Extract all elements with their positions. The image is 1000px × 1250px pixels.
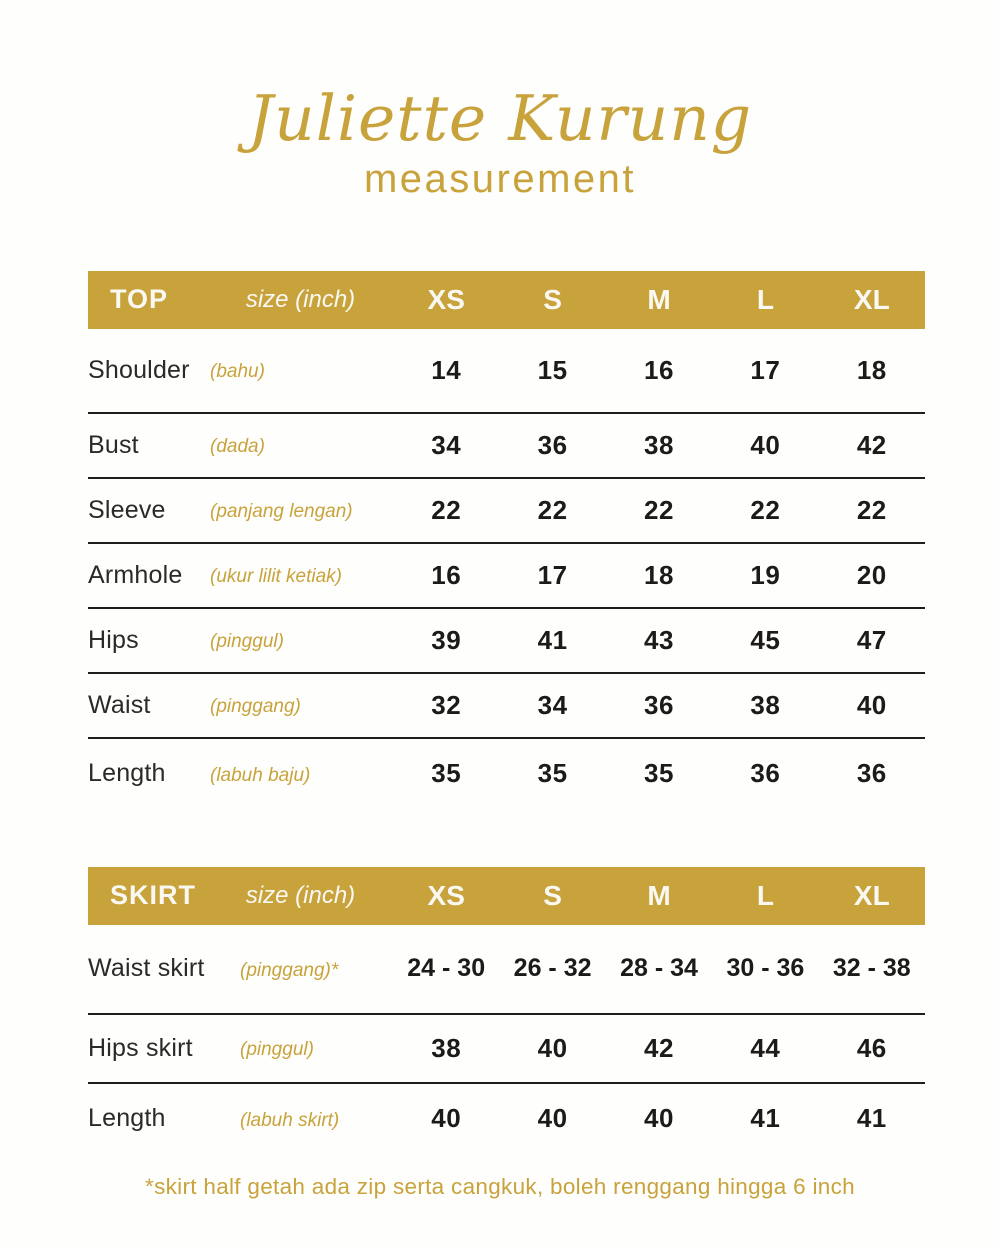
value-s: 40 — [537, 1032, 568, 1063]
value-s: 17 — [537, 559, 568, 590]
table-row-shoulder — [88, 329, 925, 414]
skirt-footnote: *skirt half getah ada zip serta cangkuk, boleh renggang hingga 6 inch — [145, 1173, 855, 1199]
size-column-xs: XS — [427, 879, 465, 911]
value-m: 43 — [644, 624, 674, 655]
measure-translation: (bahu) — [210, 361, 265, 383]
value-xl: 41 — [856, 1103, 887, 1134]
skirt-size-table — [88, 867, 925, 1154]
value-l: 22 — [750, 494, 781, 525]
measure-translation: (labuh skirt) — [240, 1109, 340, 1131]
size-unit-label: size (inch) — [245, 285, 356, 313]
value-m: 42 — [644, 1032, 674, 1063]
measure-label: Waist — [88, 690, 151, 719]
value-xl: 18 — [856, 354, 887, 385]
value-xs: 32 — [431, 689, 462, 720]
top-size-table — [88, 271, 925, 809]
table-title-skirt: SKIRT — [110, 880, 196, 911]
value-xs: 35 — [431, 758, 462, 789]
measure-label: Hips skirt — [88, 1033, 193, 1062]
value-s: 41 — [537, 624, 568, 655]
value-m: 40 — [644, 1103, 674, 1134]
value-l: 19 — [750, 559, 781, 590]
size-column-xl: XL — [853, 879, 890, 911]
size-column-m: M — [647, 283, 671, 315]
measure-label: Bust — [88, 430, 139, 459]
value-xs: 34 — [431, 429, 462, 460]
value-xs: 22 — [431, 494, 462, 525]
value-s: 22 — [537, 494, 568, 525]
measure-label: Length — [88, 1104, 166, 1133]
value-l: 36 — [750, 758, 781, 789]
skirt-table-header-band — [88, 867, 925, 925]
table-title-top: TOP — [110, 284, 169, 315]
measure-translation: (pinggul) — [210, 631, 284, 653]
value-xl: 20 — [856, 559, 887, 590]
value-xs: 16 — [431, 559, 462, 590]
size-column-l: L — [756, 879, 774, 911]
measure-translation: (pinggul) — [240, 1039, 314, 1061]
value-m: 38 — [644, 429, 674, 460]
value-xs: 39 — [431, 624, 462, 655]
value-s: 36 — [537, 429, 568, 460]
value-xl: 32 - 38 — [832, 954, 911, 983]
measure-label: Sleeve — [88, 495, 166, 524]
size-column-l: L — [756, 283, 774, 315]
size-column-xl: XL — [853, 283, 890, 315]
value-xs: 40 — [431, 1103, 462, 1134]
value-s: 26 - 32 — [513, 954, 592, 983]
value-xs: 24 - 30 — [407, 954, 486, 983]
measure-translation: (labuh baju) — [210, 764, 311, 786]
value-xs: 14 — [431, 354, 462, 385]
product-title: Juliette Kurung — [247, 82, 753, 155]
value-xl: 40 — [856, 689, 887, 720]
table-row-waist-skirt — [88, 925, 925, 1015]
value-l: 44 — [750, 1032, 781, 1063]
measure-label: Armhole — [88, 560, 183, 589]
measure-label: Hips — [88, 625, 139, 654]
value-l: 38 — [750, 689, 781, 720]
measure-label: Shoulder — [88, 355, 190, 384]
measure-translation: (dada) — [210, 436, 265, 458]
value-l: 45 — [750, 624, 781, 655]
value-m: 18 — [644, 559, 674, 590]
value-l: 17 — [750, 354, 781, 385]
value-xl: 22 — [856, 494, 887, 525]
table-row-length-skirt — [88, 1084, 925, 1154]
measure-translation: (ukur lilit ketiak) — [210, 566, 342, 588]
value-m: 36 — [644, 689, 674, 720]
measure-translation: (panjang lengan) — [210, 501, 353, 523]
table-row-bust — [88, 414, 925, 479]
size-column-m: M — [647, 879, 671, 911]
table-row-waist — [88, 674, 925, 739]
value-m: 22 — [644, 494, 674, 525]
value-s: 35 — [537, 758, 568, 789]
size-column-s: S — [543, 283, 562, 315]
size-column-s: S — [543, 879, 562, 911]
value-m: 28 - 34 — [620, 954, 698, 983]
value-xl: 36 — [856, 758, 887, 789]
value-l: 40 — [750, 429, 781, 460]
value-s: 15 — [537, 354, 568, 385]
value-l: 30 - 36 — [726, 954, 805, 983]
value-l: 41 — [750, 1103, 781, 1134]
table-row-length — [88, 739, 925, 809]
table-row-hips — [88, 609, 925, 674]
sheet-header — [0, 0, 1000, 201]
value-s: 34 — [537, 689, 568, 720]
value-s: 40 — [537, 1103, 568, 1134]
value-xl: 47 — [856, 624, 887, 655]
table-row-sleeve — [88, 479, 925, 544]
value-m: 16 — [644, 354, 674, 385]
value-xl: 46 — [856, 1032, 887, 1063]
value-xs: 38 — [431, 1032, 462, 1063]
size-unit-label: size (inch) — [245, 881, 356, 909]
value-m: 35 — [644, 758, 674, 789]
size-column-xs: XS — [427, 283, 465, 315]
measure-translation: (pinggang) — [210, 696, 301, 718]
measure-translation: (pinggang)* — [240, 959, 339, 981]
measure-label: Length — [88, 759, 166, 788]
table-row-armhole — [88, 544, 925, 609]
table-row-hips-skirt — [88, 1015, 925, 1084]
sheet-subtitle: measurement — [363, 156, 637, 201]
value-xl: 42 — [856, 429, 887, 460]
measure-label: Waist skirt — [88, 954, 205, 983]
top-table-header-band — [88, 271, 925, 329]
